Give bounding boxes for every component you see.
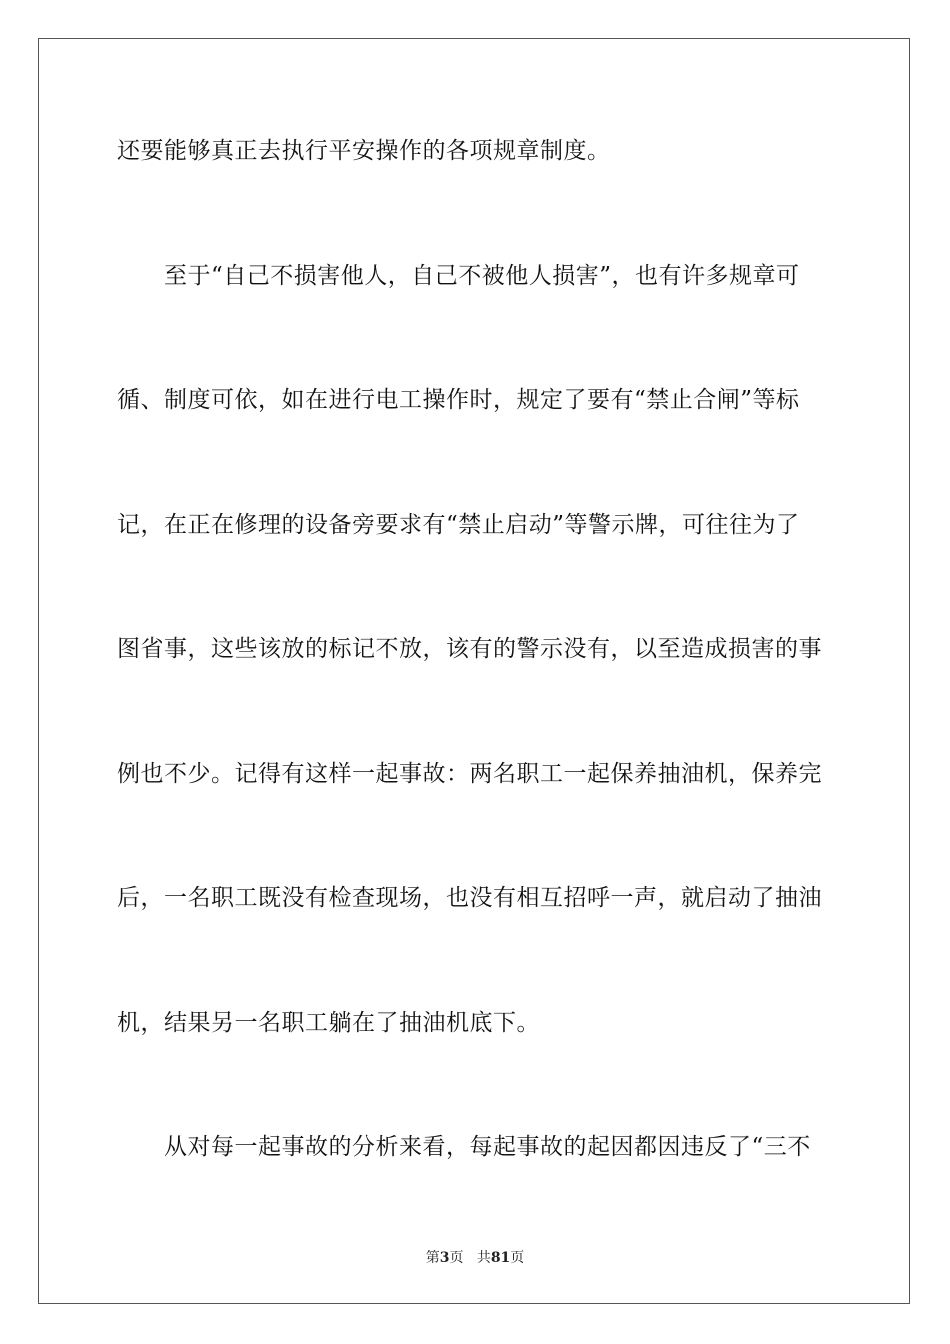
paragraph-line-3: 循、制度可依，如在进行电工操作时，规定了要有“禁止合闸”等标 [117,387,800,413]
paragraph-line-4: 记，在正在修理的设备旁要求有“禁止启动”等警示牌，可往往为了 [117,512,800,538]
footer-page-suffix: 页 [449,1250,464,1266]
paragraph-line-6: 例也不少。记得有这样一起事故：两名职工一起保养抽油机，保养完 [117,761,822,787]
footer-page-number: 3 [439,1250,450,1266]
paragraph-line-8: 机，结果另一名职工躺在了抽油机底下。 [117,1010,540,1036]
paragraph-line-5: 图省事，这些该放的标记不放，该有的警示没有，以至造成损害的事 [117,636,822,662]
page-border [38,38,910,1304]
footer-total-prefix: 共 [476,1250,491,1266]
footer-total-suffix: 页 [510,1250,525,1266]
paragraph-line-2: 至于“自己不损害他人，自己不被他人损害”，也有许多规章可 [164,263,800,289]
footer-total-pages: 81 [490,1250,511,1266]
page-footer [0,1247,950,1267]
paragraph-line-7: 后，一名职工既没有检查现场，也没有相互招呼一声，就启动了抽油 [117,885,822,911]
paragraph-line-1: 还要能够真正去执行平安操作的各项规章制度。 [117,138,611,164]
paragraph-line-9: 从对每一起事故的分析来看，每起事故的起因都因违反了“三不 [164,1134,811,1160]
footer-page-prefix: 第 [425,1250,440,1266]
